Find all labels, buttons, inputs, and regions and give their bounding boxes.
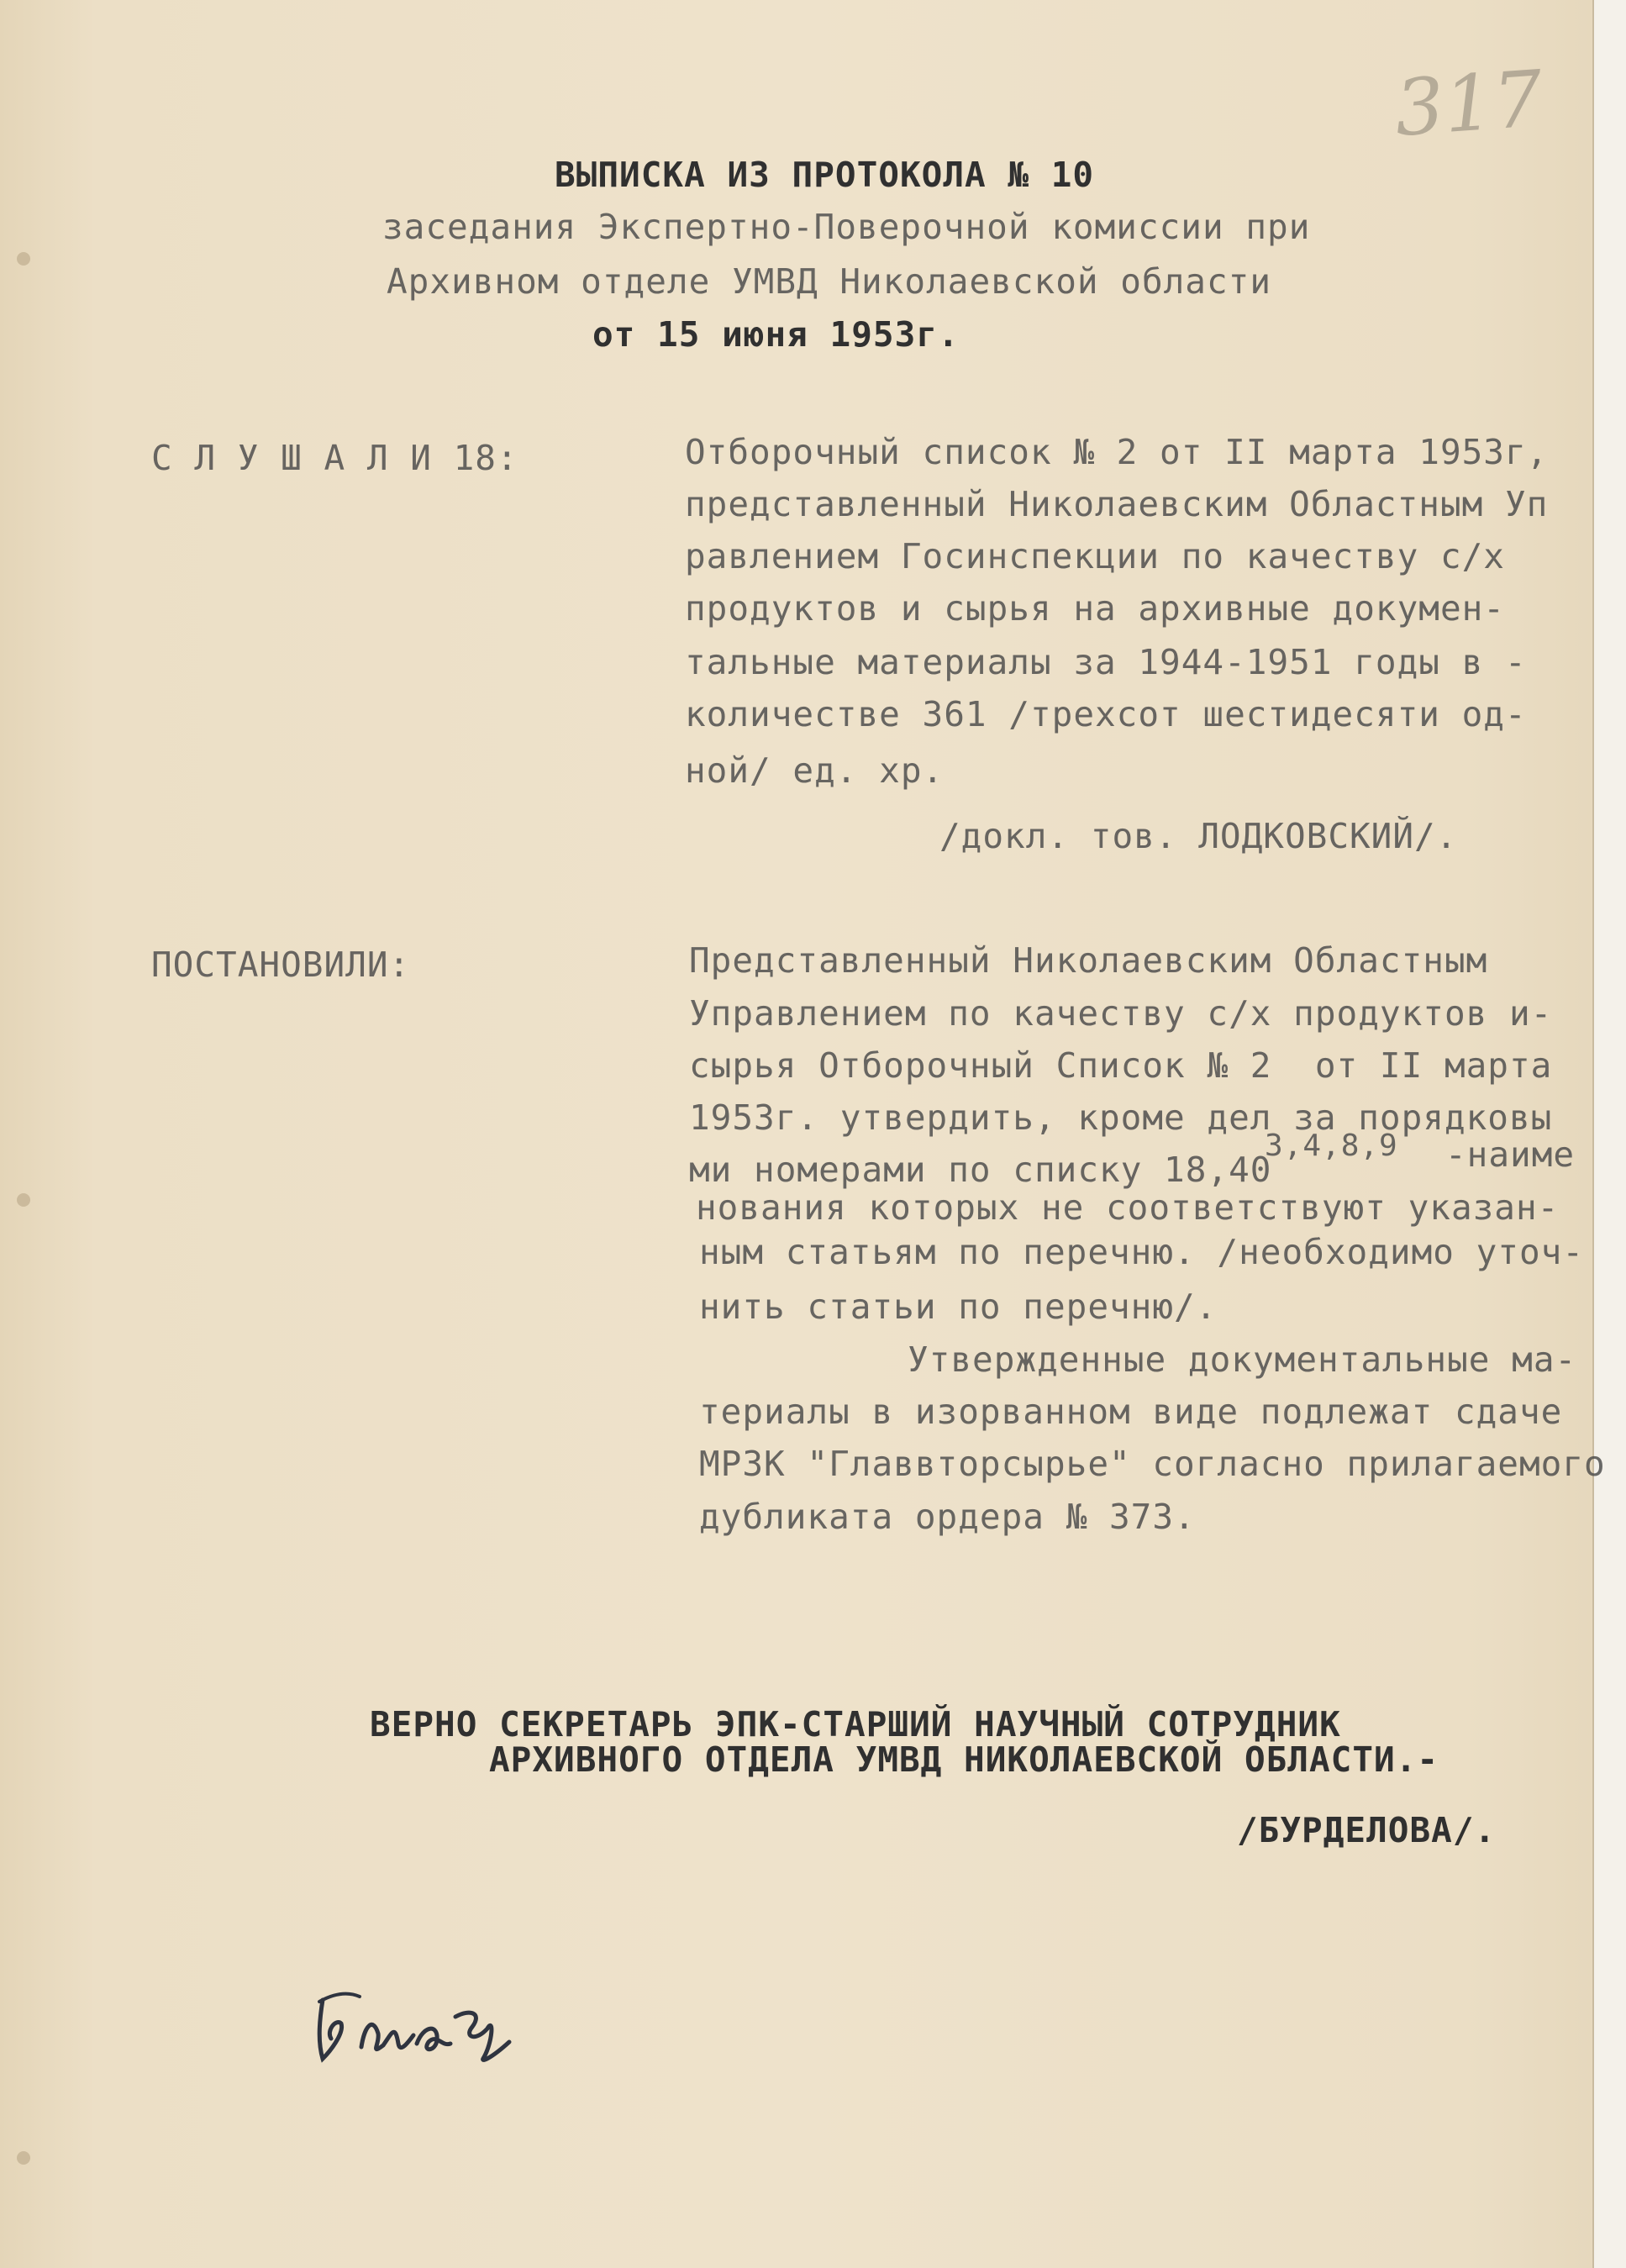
heard-line: количестве 361 /трехсот шестидесяти од- (685, 694, 1527, 734)
resolved-line-tail: -наиме (1445, 1134, 1576, 1175)
heard-line: представленный Николаевским Областным Уп (685, 484, 1549, 524)
page-number: 317 (1392, 54, 1546, 154)
heard-speaker: /докл. тов. ЛОДКОВСКИЙ/. (939, 816, 1458, 856)
heard-line: ной/ ед. хр. (685, 750, 945, 791)
header-date: от 15 июня 1953г. (592, 314, 960, 355)
handwritten-signature (311, 1975, 529, 2067)
heard-line: Отборочный список № 2 от II марта 1953г, (685, 432, 1549, 472)
heard-label: С Л У Ш А Л И 18: (151, 438, 518, 478)
resolved-para2-line: МРЗК "Главвторсырье" согласно прилагаемого (699, 1444, 1606, 1484)
resolved-para2-line: дубликата ордера № 373. (699, 1497, 1196, 1537)
punch-hole (17, 252, 30, 266)
heard-line: равлением Госинспекции по качеству с/х (685, 536, 1505, 576)
resolved-line: сырья Отборочный Список № 2 от II марта (689, 1045, 1553, 1086)
certification-line-2: АРХИВНОГО ОТДЕЛА УМВД НИКОЛАЕВСКОЙ ОБЛАСТИ.- (489, 1739, 1439, 1780)
header-title: ВЫПИСКА ИЗ ПРОТОКОЛА № 10 (555, 155, 1095, 195)
resolved-superscript-numbers: 3,4,8,9 (1265, 1129, 1398, 1163)
resolved-line: ми номерами по списку 18,40 (689, 1150, 1272, 1190)
certification-signatory: /БУРДЕЛОВА/. (1237, 1810, 1497, 1850)
punch-hole (17, 1193, 30, 1207)
resolved-label: ПОСТАНОВИЛИ: (151, 945, 411, 985)
resolved-line: 1953г. утвердить, кроме дел за порядковы (689, 1097, 1553, 1138)
resolved-line: ным статьям по перечню. /необходимо уточ- (699, 1232, 1585, 1272)
heard-line: тальные материалы за 1944-1951 годы в - (685, 642, 1527, 682)
resolved-line: Управлением по качеству с/х продуктов и- (689, 993, 1553, 1034)
resolved-para2-line: Утвержденные документальные ма- (908, 1339, 1577, 1380)
certification-line-1: ВЕРНО СЕКРЕТАРЬ ЭПК-СТАРШИЙ НАУЧНЫЙ СОТРУДНИК (370, 1704, 1341, 1744)
heard-line: продуктов и сырья на архивные докумен- (685, 588, 1505, 629)
header-line-3: Архивном отделе УМВД Николаевской области (387, 261, 1272, 302)
punch-hole (17, 2151, 30, 2165)
header-line-2: заседания Экспертно-Поверочной комиссии при (382, 207, 1311, 247)
page-edge (1592, 0, 1626, 2268)
resolved-line: нить статьи по перечню/. (699, 1287, 1218, 1327)
resolved-line: Представленный Николаевским Областным (689, 940, 1488, 981)
resolved-para2-line: териалы в изорванном виде подлежат сдаче (699, 1392, 1563, 1432)
resolved-line: нования которых не соответствуют указан- (696, 1187, 1560, 1228)
